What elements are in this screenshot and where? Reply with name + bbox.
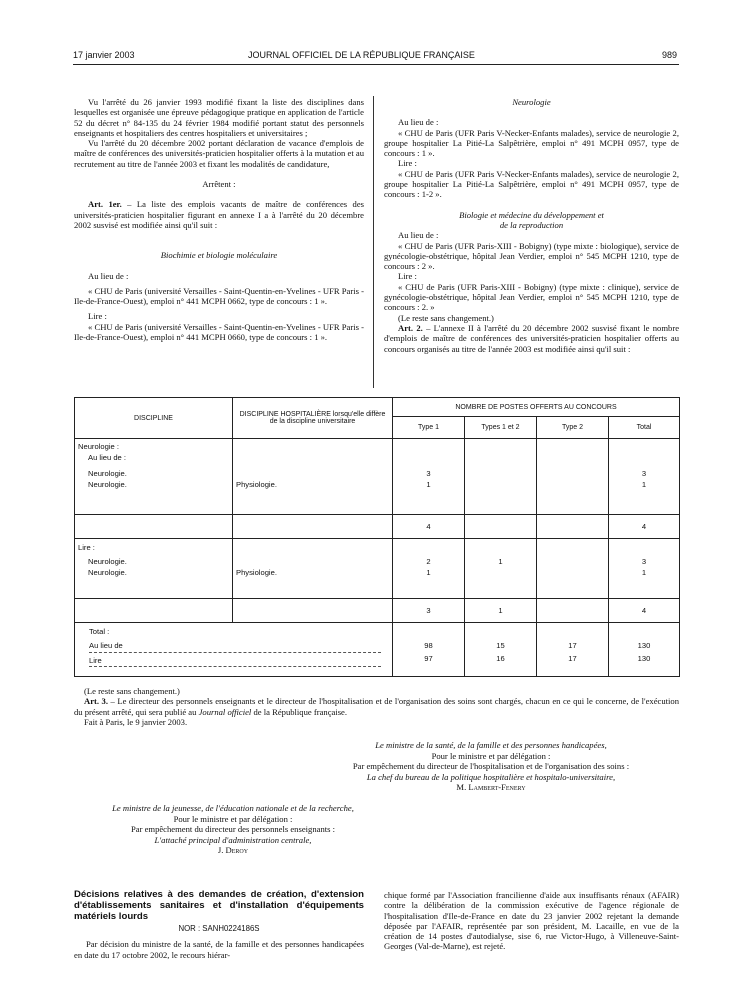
biochimie-old: « CHU de Paris (université Versailles - Saint-Quentin-en-Yvelines - UFR Paris - Ile-de-France-Ouest), emploi n° 441 MCPH 0662, type de concours : 1 ».: [74, 285, 364, 307]
heading-neurologie: Neurologie: [512, 97, 551, 107]
cell-neurologie-2: Neurologie.: [88, 479, 127, 489]
col-header-discipline: DISCIPLINE: [75, 398, 233, 439]
lire-label: Lire :: [398, 271, 417, 282]
right-column: [384, 97, 679, 354]
biologie-new: « CHU de Paris (UFR Paris-XIII - Bobigny) (type mixte : clinique), service de gynécologie-obstétrique, hôpital Jean Verdier, emploi n° 545 MCPH 1210, type de concours : 2. »: [384, 281, 679, 313]
cell-neurologie-1: Neurologie.: [88, 469, 127, 479]
journal-officiel: Journal officiel: [198, 706, 252, 717]
column-divider: [373, 96, 374, 388]
cell-total-type2: 17: [568, 654, 577, 664]
cell-subtotal-type12: 1: [465, 599, 537, 623]
article-1-label: Art. 1er.: [88, 199, 122, 210]
article-3-label: Art. 3.: [84, 696, 108, 707]
cell-total-type12: 15: [496, 640, 505, 650]
cell-total-value: 1: [641, 567, 647, 577]
decision-title: Décisions relatives à des demandes de création, d'extension d'établissements sanitaires et d'installation d'équipements matériels lourds: [74, 889, 364, 922]
cell-total-au-lieu: Au lieu de: [89, 641, 123, 651]
col-header-postes: NOMBRE DE POSTES OFFERTS AU CONCOURS: [393, 398, 680, 417]
table-row-subtotal-lire: [75, 599, 680, 623]
au-lieu-de-label: Au lieu de :: [398, 230, 439, 241]
decision-text-right: chique formé par l'Association francilienne d'aide aux insuffisants rénaux (AFAIR) contre la délibération de la commission exécutive de l'agence régionale de l'hospitalisation d'Ile-de-France en date du 23 janvier 2002 rejetant la demande déposée par l'AFAIR, représentée par son président, M. Lacaille, en vue de la création de 14 postes d'autodialyse, sise 6, rue Victor-Hugo, à Villeneuve-Saint-Georges (Val-de-Marne), est rejeté.: [384, 890, 679, 952]
decision-left: [74, 890, 364, 960]
signatory-delegation: Pour le ministre et par délégation :: [173, 813, 293, 824]
cell-total-type12: 16: [496, 654, 505, 664]
cell-type12-value: 1: [498, 557, 503, 567]
cell-subtotal-type1: 4: [393, 514, 465, 538]
cell-physiologie-1: Physiologie.: [236, 479, 277, 489]
neurologie-old: « CHU de Paris (UFR Paris V-Necker-Enfants malades), service de neurologie 2, groupe hospitalier La Pitié-La Salpêtrière, emploi n° 491 MCPH 0957, type de concours : 1 ».: [384, 127, 679, 159]
signatory-name: J. Deroy: [217, 845, 249, 856]
signatory-empechement: Par empêchement du directeur de l'hospitalisation et de l'organisation des soins :: [352, 761, 630, 772]
article-2: [384, 323, 679, 354]
col-header-type12: Types 1 et 2: [465, 417, 537, 439]
cell-total-label: Total :: [89, 626, 110, 636]
header-title: JOURNAL OFFICIEL DE LA RÉPUBLIQUE FRANÇAISE: [248, 50, 475, 60]
col-header-total: Total: [609, 417, 680, 439]
cell-neurologie-heading: Neurologie :: [78, 442, 119, 452]
cell-neurologie-3: Neurologie.: [88, 557, 127, 567]
signatory-function: La chef du bureau de la politique hospitalière et hospitalo-universitaire,: [366, 771, 616, 782]
closing-text: [74, 686, 679, 727]
col-header-type2: Type 2: [537, 417, 609, 439]
article-2-label: Art. 2.: [398, 322, 423, 333]
cell-subtotal-total: 4: [609, 599, 680, 623]
au-lieu-de-label: Au lieu de :: [88, 270, 129, 281]
cell-type1-value: 1: [426, 479, 431, 489]
cell-subtotal-type1: 3: [393, 599, 465, 623]
table-row-au-lieu-de: [75, 439, 680, 515]
au-lieu-de-label: Au lieu de :: [398, 117, 439, 128]
table-row-totals: [75, 622, 680, 676]
left-column: [74, 97, 364, 342]
cell-type1-value: 3: [426, 469, 431, 479]
cell-total-type1: 97: [424, 654, 433, 664]
cell-total-type2: 17: [568, 640, 577, 650]
signatory-empechement: Par empêchement du directeur des personnels enseignants :: [130, 824, 336, 835]
reste-sans-changement: (Le reste sans changement.): [398, 312, 494, 323]
biochimie-new: « CHU de Paris (université Versailles - Saint-Quentin-en-Yvelines - UFR Paris - Ile-de-France-Ouest), emploi n° 441 MCPH 0660, type de concours : 1 ».: [74, 321, 364, 343]
postes-table: [74, 397, 680, 677]
article-3: [74, 696, 679, 717]
heading-biochimie: Biochimie et biologie moléculaire: [160, 250, 278, 261]
biologie-old: « CHU de Paris (UFR Paris-XIII - Bobigny) (type mixte : biologique), service de gynécologie-obstétrique, hôpital Jean Verdier, emploi n° 545 MCPH 1210, type de concours : 2 ».: [384, 240, 679, 272]
cell-type1-value: 1: [426, 567, 431, 577]
table-row-lire: [75, 538, 680, 599]
nor-reference: NOR : SANH0224186S: [178, 924, 260, 934]
header-rule: [73, 64, 679, 65]
lire-label: Lire :: [88, 311, 107, 322]
cell-au-lieu-de: Au lieu de :: [88, 452, 126, 462]
cell-total-value: 1: [641, 479, 647, 489]
page-number: 989: [661, 50, 677, 60]
arretent: Arrêtent :: [202, 179, 236, 190]
cell-total-total: 130: [637, 654, 651, 664]
col-header-type1: Type 1: [393, 417, 465, 439]
page-header: [73, 50, 679, 64]
signature-jeunesse: [78, 803, 388, 856]
cell-type1-value: 2: [426, 557, 431, 567]
signatory-delegation: Pour le ministre et par délégation :: [431, 750, 551, 761]
decision-text-left: Par décision du ministre de la santé, de la famille et des personnes handicapées en date du 17 octobre 2002, le recours hiérar-: [74, 939, 364, 960]
article-1: [74, 199, 364, 230]
fait-a-paris: Fait à Paris, le 9 janvier 2003.: [84, 716, 188, 727]
signature-sante: [300, 740, 682, 793]
signatory-name: M. Lambert-Fenery: [456, 782, 526, 793]
visa-2002: Vu l'arrêté du 20 décembre 2002 portant déclaration de vacance d'emplois de maître de conférences des universités-praticien hospitalier offerts à la mutation et au recrutement au titre de l'année 2003 et fixant les modalités de candidature,: [74, 138, 364, 169]
article-2-text: – L'annexe II à l'arrêté du 20 décembre 2002 susvisé fixant le nombre d'emplois de maître de conférences des universités-praticien hospitalier offerts au concours organisés au titre de l'année 2003 est modifiée ainsi qu'il suit :: [384, 322, 680, 354]
article-3-text: – Le directeur des personnels enseignants et le directeur de l'hospitalisation et de l'organisation des soins sont chargés, chacun en ce qui le concerne, de l'exécution du présent arrêté, qui sera publié au: [74, 696, 680, 717]
cell-total-value: 3: [641, 557, 647, 567]
table-row-subtotal-au-lieu: [75, 514, 680, 538]
signatory-title: Le ministre de la santé, de la famille et des personnes handicapées,: [375, 740, 607, 750]
cell-subtotal-total: 4: [609, 514, 680, 538]
article-3-end: de la République française.: [253, 706, 348, 717]
article-1-text: – La liste des emplois vacants de maître de conférences des universités-praticien hospitalier figurant en annexe I a à l'arrêté du 20 décembre 2002 susvisé est modifiée ainsi qu'il suit :: [74, 199, 365, 230]
visa-1993: Vu l'arrêté du 26 janvier 1993 modifié fixant la liste des disciplines dans lesquelles est organisée une épreuve pédagogique pratique en application de l'article 52 du décret n° 84-135 du 24 février 1984 modifié portant statut des personnels enseignants et hospitaliers des centres hospitaliers et universitaires ;: [74, 97, 364, 138]
col-header-hospitaliere: DISCIPLINE HOSPITALIÈRE lorsqu'elle diffère de la discipline universitaire: [233, 398, 393, 439]
signatory-function: L'attaché principal d'administration centrale,: [154, 834, 312, 845]
signatory-title: Le ministre de la jeunesse, de l'éducation nationale et de la recherche,: [112, 803, 354, 813]
cell-neurologie-4: Neurologie.: [88, 567, 127, 577]
cell-total-type1: 98: [424, 640, 433, 650]
table-header-row: [75, 398, 680, 417]
decision-right: [384, 890, 679, 952]
lire-label: Lire :: [398, 158, 417, 169]
cell-physiologie-2: Physiologie.: [236, 567, 277, 577]
heading-biologie: Biologie et médecine du développement et de la reproduction: [459, 209, 604, 230]
cell-lire: Lire :: [78, 542, 95, 552]
cell-total-value: 3: [641, 469, 647, 479]
neurologie-new: « CHU de Paris (UFR Paris V-Necker-Enfants malades), service de neurologie 2, groupe hospitalier La Pitié-La Salpêtrière, emploi n° 491 MCPH 0957, type de concours : 1-2 ».: [384, 168, 679, 200]
cell-total-total: 130: [637, 640, 651, 650]
cell-total-lire: Lire: [89, 655, 102, 665]
reste-sans-changement: (Le reste sans changement.): [84, 686, 180, 696]
header-date: 17 janvier 2003: [73, 50, 135, 60]
